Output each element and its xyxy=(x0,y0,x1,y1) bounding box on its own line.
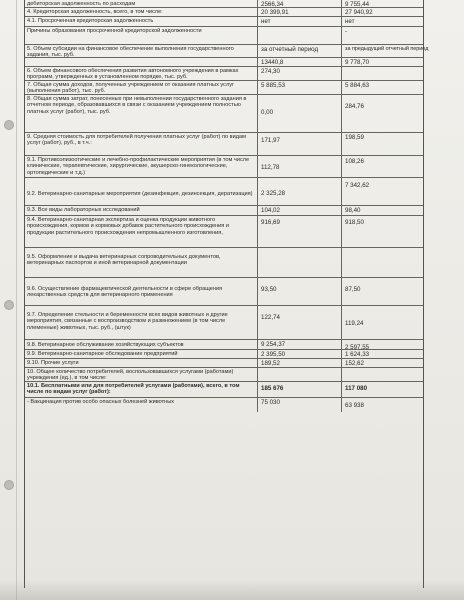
value-current: 189,52 xyxy=(261,360,280,367)
table-row xyxy=(25,398,423,412)
binder-hole xyxy=(4,120,14,130)
table-row xyxy=(25,178,423,206)
binder-margin xyxy=(0,0,17,600)
table-row xyxy=(25,350,423,359)
row-label: 9.2. Ветеринарно-санитарные мероприятия (дезинфекция, дезинсекция, дератизация) xyxy=(27,191,253,197)
period-header-current: за отчетный период xyxy=(261,46,319,53)
row-label: 4.1. Просроченная кредиторская задолженность xyxy=(27,18,154,24)
value-previous: нет xyxy=(345,18,355,25)
row-label: 9.4. Ветеринарно-санитарная экспертиза и оценка продукции животного происхождения, кормов и кормовых добавок растительного происхождения и продукции растительного происхождения непромышленного изготовления, xyxy=(27,217,230,236)
row-label: 5. Объем субсидии на финансовое обеспечение выполнения государственного задания, тыс. руб. xyxy=(27,46,234,59)
row-label: 10.1. Бесплатными или для потребителей услугами (работами), всего, в том числе по видам услуг (работ): xyxy=(27,383,240,396)
report-table xyxy=(24,0,429,588)
value-current: 274,30 xyxy=(261,68,280,75)
row-label: Причины образования просроченной кредиторской задолженности xyxy=(27,28,202,34)
table-row xyxy=(25,216,423,248)
value-current: 2 325,28 xyxy=(261,190,286,197)
table-row xyxy=(25,8,423,17)
value-current: 9 254,37 xyxy=(261,341,286,348)
value-previous: 98,40 xyxy=(345,207,361,214)
value-current: 20 399,91 xyxy=(261,9,289,16)
value-current: 104,02 xyxy=(261,207,280,214)
value-previous: - xyxy=(345,28,348,35)
value-current: 5 885,53 xyxy=(261,82,286,89)
value-previous: 5 884,63 xyxy=(345,82,370,89)
value-current: 171,97 xyxy=(261,137,280,144)
value-previous: 119,24 xyxy=(345,320,364,327)
value-previous: 9 778,70 xyxy=(345,59,370,66)
value-previous: 918,50 xyxy=(345,219,364,226)
value-current: 93,50 xyxy=(261,286,277,293)
table-row xyxy=(25,206,423,216)
table-row xyxy=(25,27,423,45)
row-label: 9.7. Определение стельности и беременности всех видов животных и другие мероприятия, связанные с воспроизводством и размножением (в том числе племенные) животных, тыс. руб., (штук) xyxy=(27,312,228,331)
table-row xyxy=(25,382,423,398)
value-current: 2566,34 xyxy=(261,1,284,8)
table-row xyxy=(25,368,423,382)
row-label: 9.5. Оформление и выдача ветеринарных сопроводительных документов, ветеринарных паспортов и иной ветеринарной документации xyxy=(27,254,221,267)
row-label: 9.1. Противоэпизоотические и лечебно-профилактические мероприятия (в том числе клинические, терапевтические, хирургические, акушерско-гинекологические, ортопедические и т.д.) xyxy=(27,157,250,176)
value-previous: 108,26 xyxy=(345,158,364,165)
value-previous: 7 342,62 xyxy=(345,182,370,189)
row-label: 6. Объем финансового обеспечения развития автономного учреждения в рамках программ, утвержденных в установленном порядке, тыс. руб. xyxy=(27,68,239,81)
row-label: 4. Кредиторская задолженность, всего, в том числе: xyxy=(27,9,163,15)
period-header-previous: за предыдущий отчетный период xyxy=(345,46,429,52)
value-previous: 284,76 xyxy=(345,103,364,110)
table-row xyxy=(25,17,423,27)
value-current: 75 030 xyxy=(261,399,280,406)
binder-hole xyxy=(4,480,14,490)
table-row xyxy=(25,156,423,178)
value-current: нет xyxy=(261,18,271,25)
value-current: 112,78 xyxy=(261,164,280,171)
row-label: 9.6. Осуществление фармацевтической деятельности в сфере обращения лекарственных средств для ветеринарного применения xyxy=(27,286,223,299)
row-label: 10. Общее количество потребителей, воспользовавшихся услугами (работами) учреждения (ед.), в том числе: xyxy=(27,369,234,382)
value-previous: 27 940,92 xyxy=(345,9,373,16)
value-previous: 1 624,33 xyxy=(345,351,370,358)
row-label: 9.3. Все виды лабораторных исследований xyxy=(27,207,140,213)
binder-hole xyxy=(4,300,14,310)
row-label: - Вакцинация против особо опасных болезней животных xyxy=(27,399,175,405)
table-row xyxy=(25,133,423,156)
value-previous: 117 080 xyxy=(345,385,368,392)
table-row xyxy=(25,306,423,340)
page-bottom-shadow xyxy=(0,580,464,600)
row-label: 7. Общая сумма доходов, полученных учреждением от оказания платных услуг (выполнения работ), тыс. руб. xyxy=(27,82,235,95)
table-row xyxy=(25,81,423,95)
table-row xyxy=(25,67,423,81)
table-row xyxy=(25,0,423,8)
row-label: 9.10. Прочие услуги xyxy=(27,360,79,366)
value-current: 0,00 xyxy=(261,109,274,116)
value-current: 2 395,50 xyxy=(261,351,286,358)
row-label: 9.8. Ветеринарное обслуживание хозяйствующих субъектов xyxy=(27,342,184,348)
row-label: 9.9. Ветеринарно-санитарное обследование предприятий xyxy=(27,351,178,357)
table-row xyxy=(25,278,423,306)
table-row xyxy=(25,95,423,133)
value-current: 13440,8 xyxy=(261,59,284,66)
table-row xyxy=(25,340,423,350)
row-label: 9. Средняя стоимость для потребителей получения платных услуг (работ) по видам услуг (работ), руб., в т.ч.: xyxy=(27,134,246,147)
value-current: 185 676 xyxy=(261,385,284,392)
table-row xyxy=(25,45,429,59)
value-previous: 152,62 xyxy=(345,360,364,367)
table-row xyxy=(25,58,423,67)
value-current: 916,69 xyxy=(261,219,280,226)
value-previous: 9 755,44 xyxy=(345,1,370,8)
table-row xyxy=(25,248,423,278)
row-label: дебиторская задолженность по расходам xyxy=(27,1,136,7)
value-previous: 63 938 xyxy=(345,402,364,409)
value-previous: 87,50 xyxy=(345,286,361,293)
value-current: 122,74 xyxy=(261,314,280,321)
table-row xyxy=(25,359,423,368)
value-previous: 2 597,55 xyxy=(345,344,370,351)
value-previous: 198,59 xyxy=(345,134,364,141)
row-label: 8. Общая сумма затрат, понесенных при невыполнении государственного задания в отчетном периоде, образовавшихся в связи с оказанием учреждением полностью платных услуг (работ), тыс. руб. xyxy=(27,96,247,115)
